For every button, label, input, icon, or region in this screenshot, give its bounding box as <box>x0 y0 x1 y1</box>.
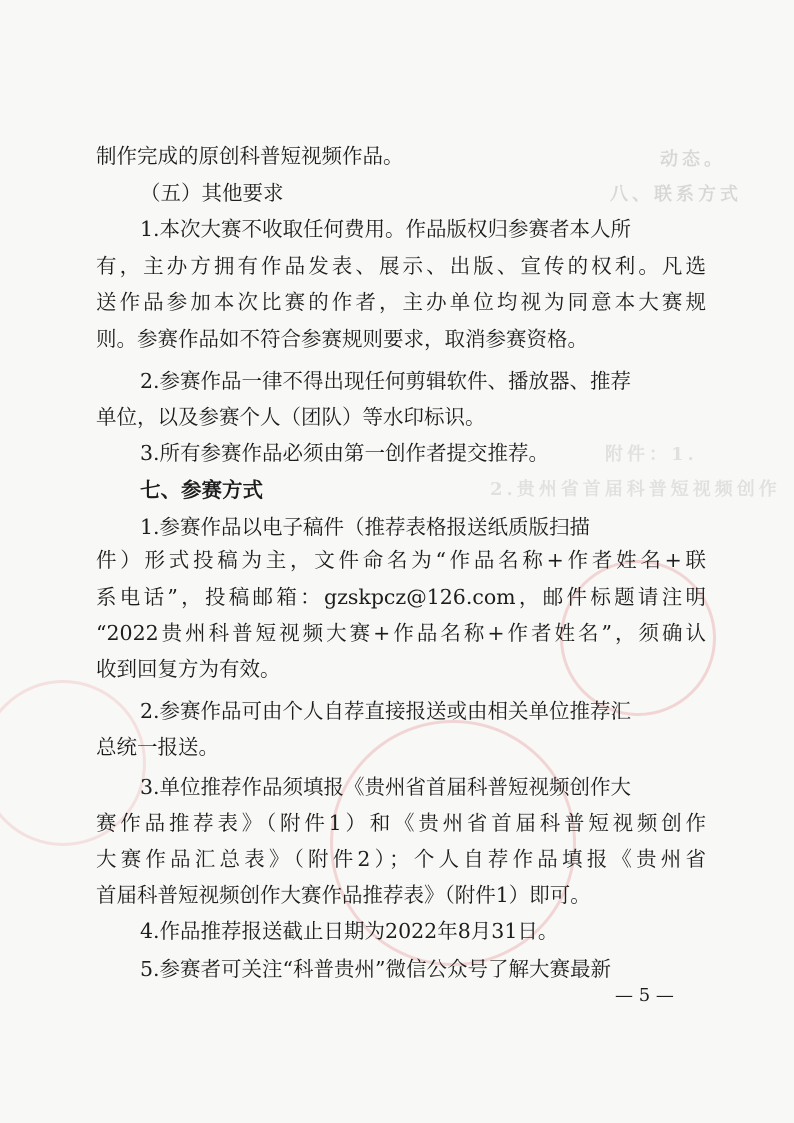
body-line: 4.作品推荐报送截止日期为2022年8月31日。 <box>140 919 559 943</box>
body-line: 大赛作品汇总表》（附件2）；个人自荐作品填报《贵州省 <box>96 847 706 871</box>
body-line: 5.参赛者可关注“科普贵州”微信公众号了解大赛最新 <box>140 957 612 981</box>
bleed-through-text: 动态。 <box>660 149 726 170</box>
body-line: 1.参赛作品以电子稿件（推荐表格报送纸质版扫描 <box>140 515 591 539</box>
body-line: 2.参赛作品一律不得出现任何剪辑软件、播放器、推荐 <box>140 369 632 393</box>
body-line: 送作品参加本次比赛的作者，主办单位均视为同意本大赛规 <box>96 290 706 314</box>
body-line: 件）形式投稿为主，文件命名为“作品名称+作者姓名+联 <box>96 548 706 572</box>
body-line: “2022贵州科普短视频大赛+作品名称+作者姓名”，须确认 <box>96 621 706 645</box>
page-number: — 5 — <box>615 985 674 1006</box>
body-line: 制作完成的原创科普短视频作品。 <box>96 144 404 168</box>
body-line: 3.单位推荐作品须填报《贵州省首届科普短视频创作大 <box>140 775 632 799</box>
bleed-through-text: 2.贵州省首届科普短视频创作 <box>490 479 781 500</box>
body-line: 2.参赛作品可由个人自荐直接报送或由相关单位推荐汇 <box>140 699 632 723</box>
body-line: 1.本次大赛不收取任何费用。作品版权归参赛者本人所 <box>140 217 632 241</box>
body-line: 收到回复方为有效。 <box>96 657 281 681</box>
bleed-through-text: 附件：1. <box>605 444 698 465</box>
body-line: 则。参赛作品如不符合参赛规则要求，取消参赛资格。 <box>96 327 588 351</box>
body-line: 总统一报送。 <box>96 735 219 759</box>
body-line: 赛作品推荐表》（附件1）和《贵州省首届科普短视频创作 <box>96 811 706 835</box>
body-line: 首届科普短视频创作大赛作品推荐表》（附件1）即可。 <box>96 883 591 907</box>
section-heading: （五）其他要求 <box>140 181 284 205</box>
bleed-through-text: 八、联系方式 <box>610 184 742 205</box>
section-heading: 七、参赛方式 <box>140 478 263 502</box>
body-line: 系电话”，投稿邮箱：gzskpcz@126.com，邮件标题请注明 <box>96 585 706 609</box>
body-line: 有，主办方拥有作品发表、展示、出版、宣传的权利。凡选 <box>96 254 706 278</box>
body-line: 3.所有参赛作品必须由第一创作者提交推荐。 <box>140 441 550 465</box>
body-line: 单位，以及参赛个人（团队）等水印标识。 <box>96 405 486 429</box>
